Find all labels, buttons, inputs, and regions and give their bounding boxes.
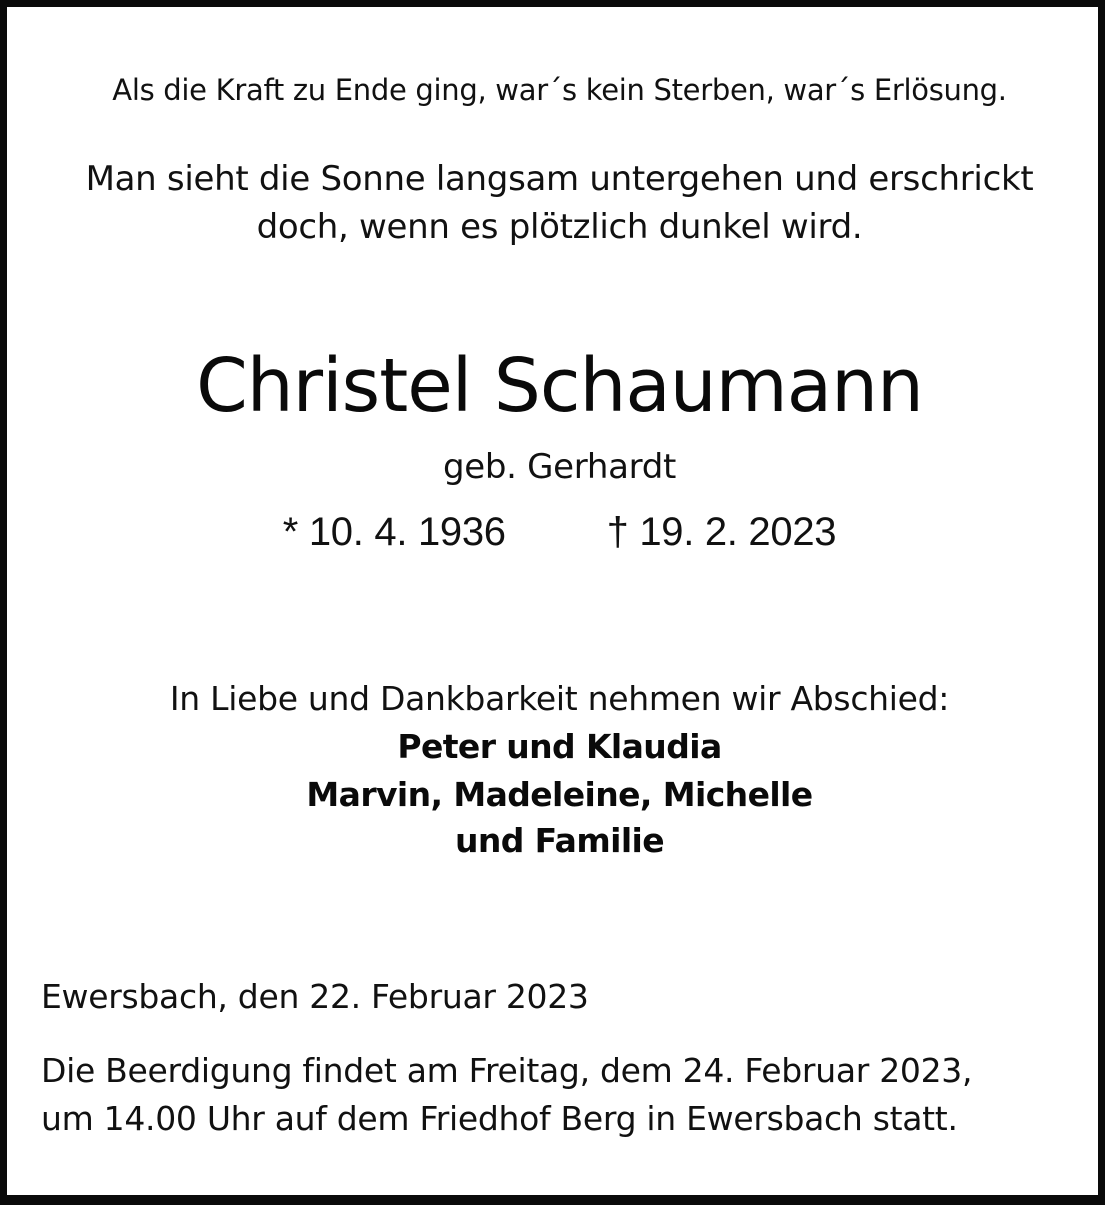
motto-line-2a: Man sieht die Sonne langsam untergehen und erschrickt [85, 159, 1034, 199]
deceased-name: Christel Schaumann [196, 343, 923, 429]
death-date: † 19. 2. 2023 [606, 510, 837, 554]
motto-line-2b: doch, wenn es plötzlich dunkel wird. [256, 207, 863, 247]
birth-date: * 10. 4. 1936 [282, 510, 506, 554]
mourner-line: und Familie [454, 821, 665, 860]
motto-line-1: Als die Kraft zu Ende ging, war´s kein Sterben, war´s Erlösung. [112, 73, 1007, 107]
life-dates [7, 510, 1105, 555]
funeral-info-line-2: um 14.00 Uhr auf dem Friedhof Berg in Ewersbach statt. [41, 1099, 958, 1138]
birth-name: geb. Gerhardt [442, 447, 677, 487]
mourner-line: Marvin, Madeleine, Michelle [306, 775, 813, 814]
place-and-date: Ewersbach, den 22. Februar 2023 [41, 977, 589, 1016]
mourner-line: Peter und Klaudia [397, 727, 722, 766]
funeral-info-line-1: Die Beerdigung findet am Freitag, dem 24. Februar 2023, [41, 1051, 973, 1090]
mourners-intro: In Liebe und Dankbarkeit nehmen wir Abschied: [169, 679, 950, 718]
